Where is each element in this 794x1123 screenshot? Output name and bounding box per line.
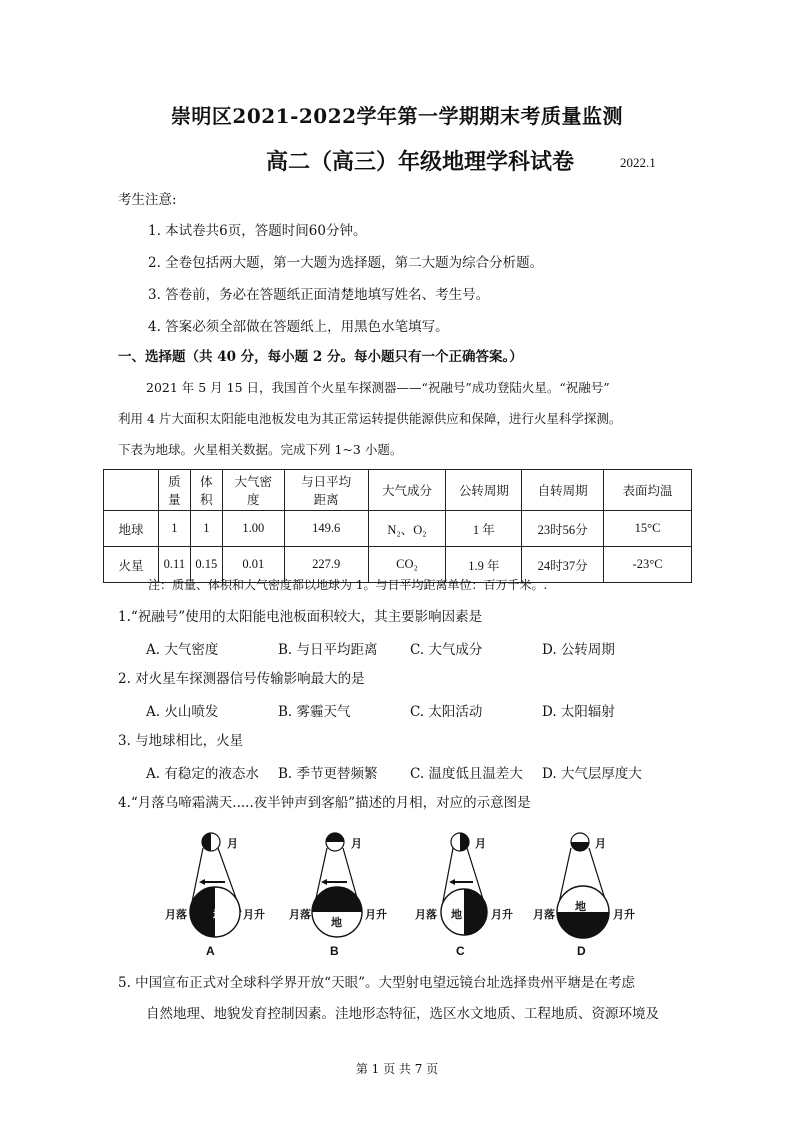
answer-option: B. 与日平均距离 bbox=[278, 642, 378, 658]
notice-item: 1. 本试卷共6页，答题时间60分钟。 bbox=[148, 223, 367, 239]
table-cell: CO₂ bbox=[368, 547, 446, 583]
moonset-label: 月落 bbox=[289, 908, 311, 921]
moon-label: 月 bbox=[595, 837, 606, 850]
question-stem: 自然地理、地貌发育控制因素。洼地形态特征，选区水文地质、工程地质、资源环境及 bbox=[146, 1006, 659, 1022]
earth-label: 地 bbox=[213, 908, 224, 921]
table-cell: 227.9 bbox=[284, 547, 368, 583]
table-cell: N₂、O₂ bbox=[368, 511, 446, 547]
exam-title-line2: 高二（高三）年级地理学科试卷 bbox=[266, 149, 575, 175]
answer-option: C. 温度低且温差大 bbox=[410, 766, 523, 782]
option-letter: B bbox=[330, 944, 339, 958]
answer-option: A. 火山喷发 bbox=[146, 704, 219, 720]
section-heading: 一、选择题（共 40 分，每小题 2 分。每小题只有一个正确答案。） bbox=[118, 349, 523, 365]
table-header-cell bbox=[104, 470, 159, 511]
table-header-cell: 大气成分 bbox=[368, 470, 446, 511]
question-stem: 5. 中国宣布正式对全球科学界开放“天眼”。大型射电望远镜台址选择贵州平塘是在考虑 bbox=[118, 975, 635, 991]
intro-line: 利用 4 片大面积太阳能电池板发电为其正常运转提供能源供应和保障，进行火星科学探测。 bbox=[118, 411, 622, 426]
table-cell: 0.01 bbox=[222, 547, 284, 583]
answer-option: A. 有稳定的液态水 bbox=[146, 766, 259, 782]
table-header-cell: 体 积 bbox=[190, 470, 222, 511]
planet-data-table bbox=[103, 469, 692, 583]
table-cell: 0.11 bbox=[158, 547, 190, 583]
moon-phase-diagram-d bbox=[535, 826, 685, 961]
table-header-cell: 自转周期 bbox=[522, 470, 604, 511]
question-stem: 1.“祝融号”使用的太阳能电池板面积较大，其主要影响因素是 bbox=[118, 609, 483, 625]
answer-option: D. 大气层厚度大 bbox=[542, 766, 642, 782]
moon-label: 月 bbox=[351, 837, 362, 850]
table-cell: 1.9 年 bbox=[446, 547, 522, 583]
moonset-label: 月落 bbox=[533, 908, 555, 921]
answer-option: A. 大气密度 bbox=[146, 642, 219, 658]
earth-label: 地 bbox=[331, 916, 342, 929]
question-stem: 3. 与地球相比，火星 bbox=[118, 733, 244, 749]
table-cell: 15°C bbox=[604, 511, 692, 547]
moon-phase-svg bbox=[535, 826, 685, 961]
page-footer: 第 1 页 共 7 页 bbox=[355, 1062, 439, 1076]
table-cell: 1.00 bbox=[222, 511, 284, 547]
answer-option: D. 太阳辐射 bbox=[542, 704, 615, 720]
table-cell: 0.15 bbox=[190, 547, 222, 583]
table-cell: 23时56分 bbox=[522, 511, 604, 547]
answer-option: B. 雾霾天气 bbox=[278, 704, 351, 720]
table-row bbox=[104, 511, 692, 547]
table-header-cell: 表面均温 bbox=[604, 470, 692, 511]
table-cell: 1 bbox=[190, 511, 222, 547]
earth-label: 地 bbox=[451, 908, 462, 921]
table-header-cell: 质 量 bbox=[158, 470, 190, 511]
intro-line: 2021 年 5 月 15 日，我国首个火星车探测器——“祝融号”成功登陆火星。“祝融号” bbox=[146, 380, 610, 395]
notice-heading: 考生注意: bbox=[118, 192, 177, 208]
exam-title-line1: 崇明区2021-2022学年第一学期期末考质量监测 bbox=[170, 104, 624, 128]
moonrise-label: 月升 bbox=[491, 908, 513, 921]
table-cell: -23°C bbox=[604, 547, 692, 583]
notice-item: 4. 答案必须全部做在答题纸上，用黑色水笔填写。 bbox=[148, 319, 449, 335]
table-cell: 149.6 bbox=[284, 511, 368, 547]
answer-option: D. 公转周期 bbox=[542, 642, 615, 658]
moonset-label: 月落 bbox=[415, 908, 437, 921]
option-letter: C bbox=[456, 944, 465, 958]
question-stem: 4.“月落乌啼霜满天.....夜半钟声到客船”描述的月相，对应的示意图是 bbox=[118, 795, 531, 811]
table-header-cell: 公转周期 bbox=[446, 470, 522, 511]
moonrise-label: 月升 bbox=[243, 908, 265, 921]
answer-option: B. 季节更替频繁 bbox=[278, 766, 378, 782]
intro-line: 下表为地球。火星相关数据。完成下列 1~3 小题。 bbox=[118, 442, 403, 457]
answer-option: C. 大气成分 bbox=[410, 642, 483, 658]
moon-label: 月 bbox=[475, 837, 486, 850]
table-cell: 地球 bbox=[104, 511, 159, 547]
answer-option: C. 太阳活动 bbox=[410, 704, 483, 720]
notice-item: 2. 全卷包括两大题，第一大题为选择题，第二大题为综合分析题。 bbox=[148, 255, 544, 271]
option-letter: A bbox=[206, 944, 215, 958]
moonset-label: 月落 bbox=[165, 908, 187, 921]
table-header-cell: 大气密 度 bbox=[222, 470, 284, 511]
moonrise-label: 月升 bbox=[613, 908, 635, 921]
table-cell: 1 年 bbox=[446, 511, 522, 547]
table-cell: 1 bbox=[158, 511, 190, 547]
table-cell: 24时37分 bbox=[522, 547, 604, 583]
table-cell: 火星 bbox=[104, 547, 159, 583]
earth-label: 地 bbox=[575, 900, 586, 913]
moonrise-label: 月升 bbox=[365, 908, 387, 921]
notice-item: 3. 答卷前，务必在答题纸正面清楚地填写姓名、考生号。 bbox=[148, 287, 490, 303]
exam-date: 2022.1 bbox=[620, 155, 656, 170]
table-header-row bbox=[104, 470, 692, 511]
table-note: 注：质量、体积和大气密度都以地球为 1。与日平均距离单位：百万千米。. bbox=[148, 578, 548, 592]
option-letter: D bbox=[577, 944, 586, 958]
moon-label: 月 bbox=[227, 837, 238, 850]
question-stem: 2. 对火星车探测器信号传输影响最大的是 bbox=[118, 671, 365, 687]
table-header-cell: 与日平均 距离 bbox=[284, 470, 368, 511]
